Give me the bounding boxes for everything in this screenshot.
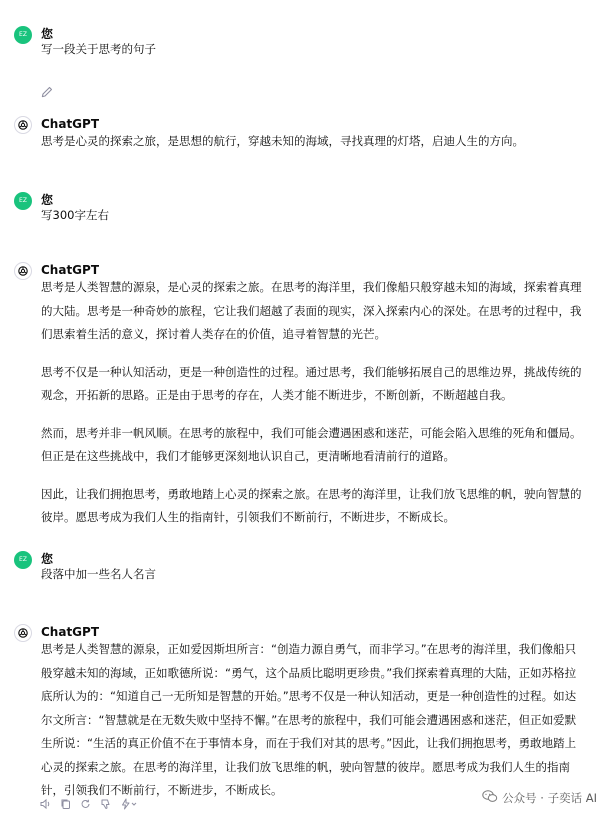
message-actions — [40, 790, 142, 806]
chatgpt-logo-icon — [14, 116, 32, 134]
paragraph: 思考是心灵的探索之旅，是思想的航行，穿越未知的海域，寻找真理的灯塔，启迪人生的方向。 — [41, 134, 524, 148]
user-avatar: EZ — [14, 26, 32, 44]
user-avatar: EZ — [14, 192, 32, 210]
message-author: ChatGPT — [41, 117, 100, 131]
paragraph: 思考不仅是一种认知活动，更是一种创造性的过程。通过思考，我们能够拓展自己的思维边界，挑战传统的观念，开拓新的思路。正是由于思考的存在，人类才能不断进步，不断创新，不断超越自我。 — [41, 364, 582, 402]
paragraph: 思考是人类智慧的源泉，是心灵的探索之旅。在思考的海洋里，我们像船只般穿越未知的海域，探索着真理的大陆。思考是一种奇妙的旅程，它让我们超越了表面的现实，深入探索内心的深处。在思考的过程中，我们思索着生活的意义，探讨着人类存在的价值，追寻着智慧的光芒。 — [41, 280, 582, 341]
thumbs-down-icon[interactable] — [100, 795, 111, 807]
paragraph: 然而，思考并非一帆风顺。在思考的旅程中，我们可能会遭遇困惑和迷茫，可能会陷入思维的死角和僵局。但正是在这些挑战中，我们才能够更深刻地认识自己，更清晰地看清前行的道路。 — [41, 425, 582, 463]
watermark-text: 公众号 · 子奕话 AI — [502, 791, 597, 805]
chatgpt-logo-icon — [14, 624, 32, 642]
pencil-icon[interactable] — [40, 84, 54, 98]
speaker-icon[interactable] — [40, 795, 51, 807]
regenerate-icon[interactable] — [80, 795, 91, 807]
copy-icon[interactable] — [60, 795, 71, 807]
user-avatar: EZ — [14, 551, 32, 569]
message-text: 写一段关于思考的句子 — [41, 42, 156, 56]
message-author: 您 — [41, 193, 54, 207]
watermark — [482, 790, 597, 807]
message-author: 您 — [41, 552, 54, 566]
message-author: ChatGPT — [41, 263, 100, 277]
message-text — [41, 130, 587, 154]
message-text: 段落中加一些名人名言 — [41, 567, 156, 581]
message-author: ChatGPT — [41, 625, 100, 639]
paragraph: 思考是人类智慧的源泉，正如爱因斯坦所言：“创造力源自勇气，而非学习。”在思考的海洋里，我们像船只般穿越未知的海域，正如歌德所说：“勇气，这个品质比聪明更珍贵。”我们探索着真理的大陆，正如苏格拉底所认为的：“知道自己一无所知是智慧的开始。”思考不仅是一种认知活动，更是一种创造性的过程。如达尔文所言：“智慧就是在无数失败中坚持不懈。”在思考的旅程中，我们可能会遭遇困惑和迷茫，但正如爱默生所说：“生活的真正价值不在于事情本身，而在于我们对其的思考。”因此，让我们拥抱思考，勇敢地踏上心灵的探索之旅。在思考的海洋里，让我们放飞思维的帆，驶向智慧的彼岸。愿思考成为我们人生的指南针，引领我们不断前行，不断进步，不断成长。 — [41, 642, 577, 797]
message-text: 写300字左右 — [41, 208, 109, 222]
paragraph: 因此，让我们拥抱思考，勇敢地踏上心灵的探索之旅。在思考的海洋里，让我们放飞思维的帆，驶向智慧的彼岸。愿思考成为我们人生的指南针，引领我们不断前行，不断进步，不断成长。 — [41, 486, 582, 524]
wechat-icon — [482, 790, 498, 807]
chatgpt-logo-icon — [14, 262, 32, 280]
message-text — [41, 276, 587, 530]
switch-model-icon[interactable] — [120, 795, 138, 807]
message-text — [41, 638, 587, 803]
message-author: 您 — [41, 27, 54, 41]
